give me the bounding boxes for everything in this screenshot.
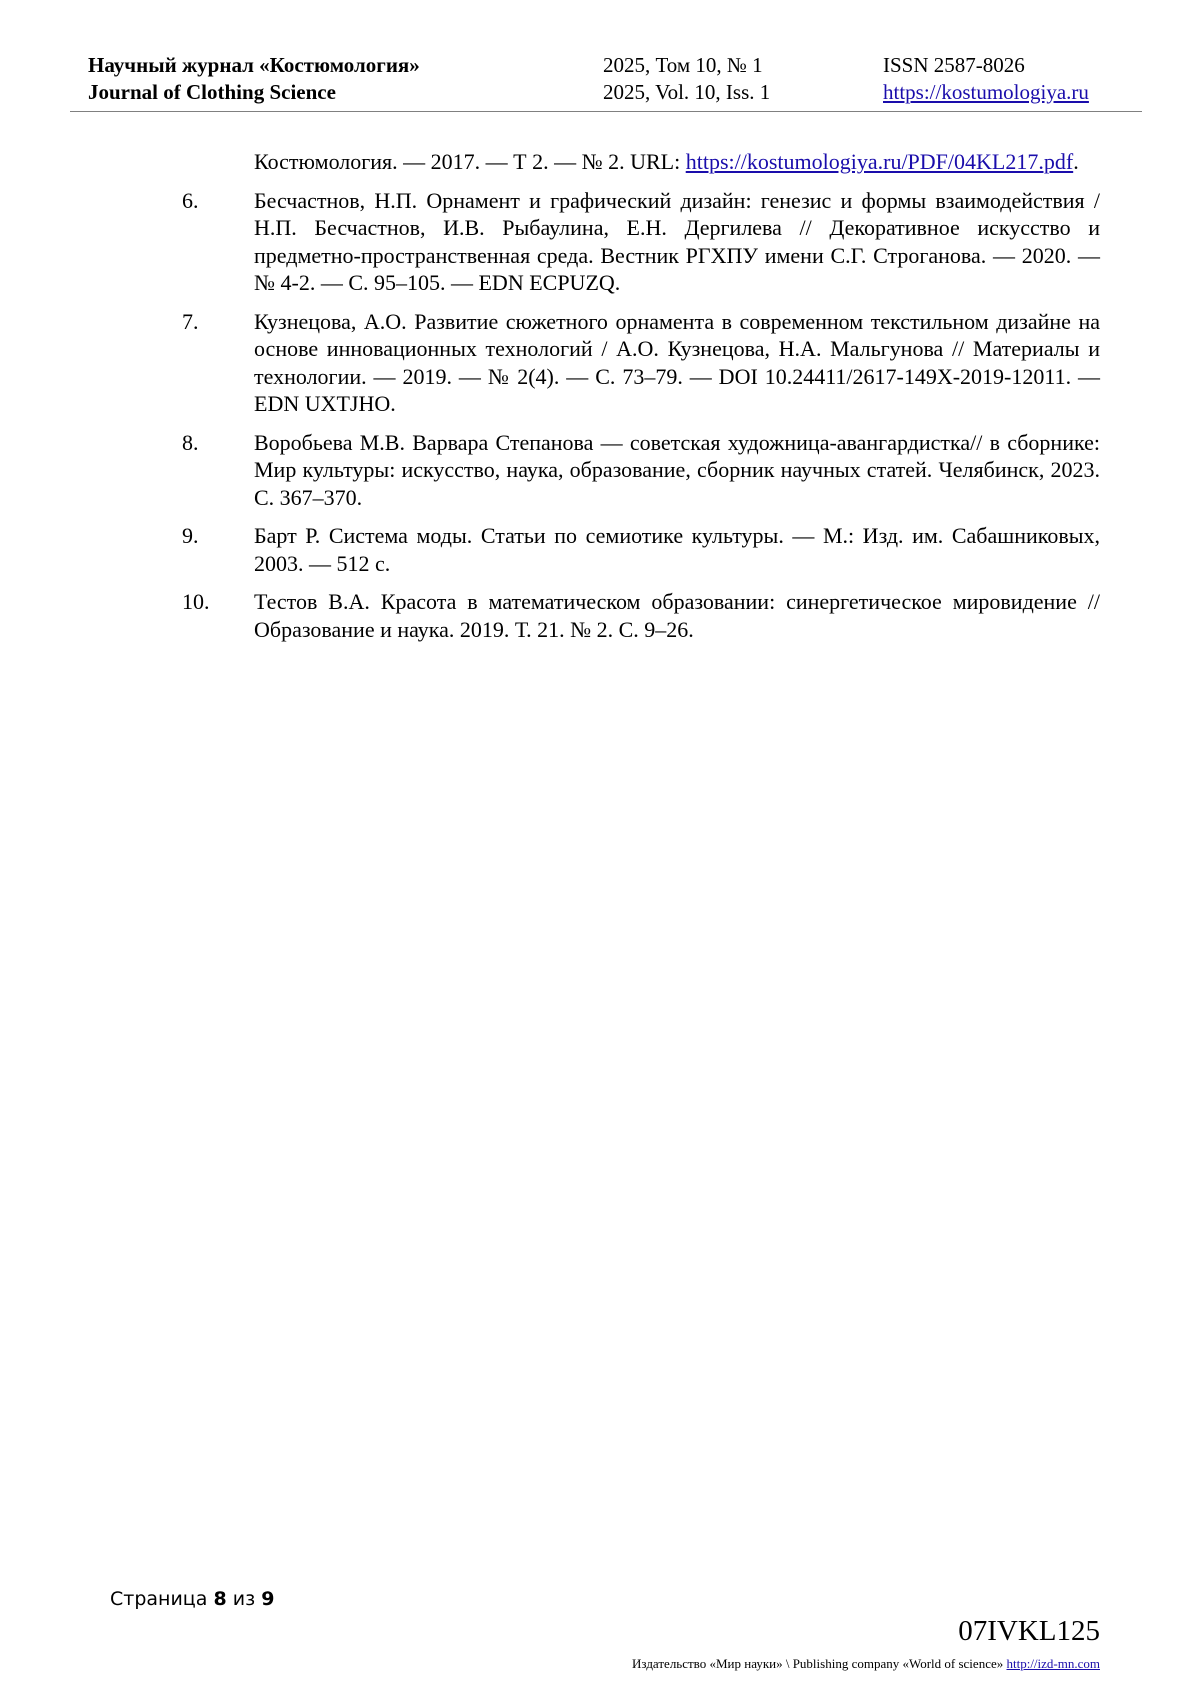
reference-number: 7. xyxy=(182,308,199,334)
header-divider xyxy=(70,111,1142,112)
reference-text-tail: . xyxy=(1073,149,1079,174)
publisher-text: Издательство «Мир науки» \ Publishing company «World of science» xyxy=(632,1656,1004,1671)
publisher-link[interactable]: http://izd-mn.com xyxy=(1006,1656,1100,1671)
journal-title-en: Journal of Clothing Science xyxy=(88,80,336,104)
issue-info-block xyxy=(603,52,770,106)
page-of: из xyxy=(232,1588,256,1610)
reference-item xyxy=(182,522,1100,577)
reference-number: 6. xyxy=(182,187,199,213)
page-counter xyxy=(110,1588,274,1610)
article-code: 07IVKL125 xyxy=(958,1615,1100,1647)
page-current: 8 xyxy=(213,1588,227,1610)
reference-text: Бесчастнов, Н.П. Орнамент и графический дизайн: генезис и формы взаимодействия / Н.П. Бесчастнов, И.В. Рыбаулина, Е.Н. Дергилева // Декоративное искусство и предметно-пространственная среда. Вестник РГХПУ имени С.Г. Строганова. — 2020. — № 4-2. — С. 95–105. — EDN ECPUZQ. xyxy=(254,187,1100,295)
issue-ru: 2025, Том 10, № 1 xyxy=(603,53,763,77)
reference-list xyxy=(182,148,1100,654)
reference-text: Кузнецова, А.О. Развитие сюжетного орнамента в современном текстильном дизайне на основе инновационных технологий / А.О. Кузнецова, Н.А. Мальгунова // Материалы и технологии. — 2019. — № 2(4). — С. 73–79. — DOI 10.24411/2617-149X-2019-12011. — EDN UXTJHO. xyxy=(254,308,1100,416)
reference-number: 10. xyxy=(182,589,210,614)
reference-text-body: Костюмология. — 2017. — Т 2. — № 2. URL: xyxy=(254,149,686,174)
reference-text: Воробьева М.В. Варвара Степанова — советская художница-авангардистка// в сборнике: Мир культуры: искусство, наука, образование, сборник научных статей. Челябинск, 2023. С. 367–370. xyxy=(254,429,1100,510)
issn-block xyxy=(883,52,1089,106)
reference-item xyxy=(182,588,1100,643)
journal-title-block xyxy=(88,52,420,106)
reference-item xyxy=(182,429,1100,512)
page-header xyxy=(88,52,1128,110)
reference-text xyxy=(254,148,1100,176)
reference-pdf-link[interactable]: https://kostumologiya.ru/PDF/04KL217.pdf xyxy=(685,149,1074,174)
reference-item xyxy=(182,187,1100,297)
reference-number: 9. xyxy=(182,523,199,548)
reference-item xyxy=(182,308,1100,418)
page-total: 9 xyxy=(261,1588,275,1610)
publisher-line xyxy=(632,1656,1100,1672)
issue-en: 2025, Vol. 10, Iss. 1 xyxy=(603,80,771,104)
journal-site-link[interactable]: https://kostumologiya.ru xyxy=(883,80,1089,104)
reference-text: Тестов В.А. Красота в математическом образовании: синергетическое мировидение // Образование и наука. 2019. Т. 21. № 2. С. 9–26. xyxy=(254,589,1100,642)
issn: ISSN 2587-8026 xyxy=(883,53,1025,77)
journal-title-ru: Научный журнал «Костюмология» xyxy=(88,53,420,77)
reference-number: 8. xyxy=(182,429,199,455)
reference-item xyxy=(182,148,1100,176)
page-word: Страница xyxy=(110,1588,208,1610)
reference-text: Барт Р. Система моды. Статьи по семиотике культуры. — М.: Изд. им. Сабашниковых, 2003. — 512 с. xyxy=(254,523,1100,576)
